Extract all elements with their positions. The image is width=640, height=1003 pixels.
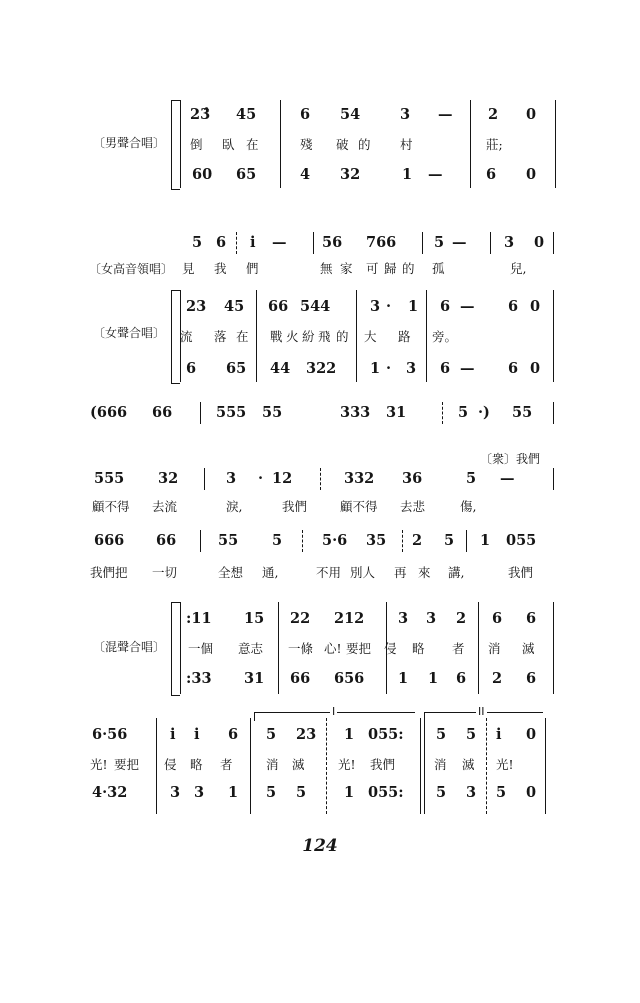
- system1-upper-notes: [0, 104, 640, 126]
- lyric: 消: [434, 757, 447, 772]
- note: ·): [478, 404, 490, 421]
- bar-line: [386, 602, 387, 694]
- note: 0: [534, 234, 545, 251]
- lyric: 全想: [218, 565, 244, 580]
- lyric: 心!: [324, 641, 342, 656]
- note: 66: [152, 404, 173, 421]
- note: 6: [508, 298, 519, 315]
- note: 5: [436, 726, 447, 743]
- note: 3: [226, 470, 237, 487]
- note: 1: [480, 532, 491, 549]
- note: —: [500, 470, 515, 487]
- note: 6: [526, 670, 537, 687]
- note: 6: [440, 298, 451, 315]
- note: 12: [272, 470, 293, 487]
- lyric: 意志: [238, 641, 264, 656]
- lyric: 流: [180, 329, 193, 344]
- note: 766: [366, 234, 397, 251]
- lyric: 的: [402, 261, 415, 276]
- note: 35: [366, 532, 387, 549]
- lyric: 在: [246, 137, 259, 152]
- note: 3: [504, 234, 515, 251]
- lyric: 飛: [318, 329, 331, 344]
- note: 0: [526, 726, 537, 743]
- note: 5: [496, 784, 507, 801]
- note: 1: [402, 166, 413, 183]
- bar-line: [490, 232, 491, 254]
- note: ·: [386, 298, 392, 315]
- lyric: 滅: [462, 757, 475, 772]
- lyric: 去流: [152, 499, 178, 514]
- note: 5: [272, 532, 283, 549]
- lyric: 滅: [292, 757, 305, 772]
- bar-line: [302, 530, 303, 552]
- note: 1: [398, 670, 409, 687]
- note: 656: [334, 670, 365, 687]
- note: 2: [412, 532, 423, 549]
- note: 3: [466, 784, 477, 801]
- lyric: 講,: [448, 565, 465, 580]
- note: 3: [406, 360, 417, 377]
- lyric: 我們: [282, 499, 308, 514]
- lyric: 在: [236, 329, 249, 344]
- note: 6: [228, 726, 239, 743]
- lyric: 無: [320, 261, 333, 276]
- note: 36: [402, 470, 423, 487]
- note: —: [272, 234, 287, 251]
- note: 6: [300, 106, 311, 123]
- lyric: 光!: [338, 757, 356, 772]
- note: 4: [300, 166, 311, 183]
- note: 3: [398, 610, 409, 627]
- lyric: 略: [190, 757, 203, 772]
- note: 2: [488, 106, 499, 123]
- note: 055:: [368, 784, 404, 801]
- note: (666: [90, 404, 128, 421]
- system3-notes: [0, 402, 640, 424]
- note: 1: [428, 670, 439, 687]
- system7-upper-notes: [0, 724, 640, 746]
- system5-notes: [0, 530, 640, 552]
- note: 666: [94, 532, 125, 549]
- note: 6: [186, 360, 197, 377]
- note: 5: [436, 784, 447, 801]
- system6-lyrics: [0, 638, 640, 660]
- note: 6: [486, 166, 497, 183]
- note: 0: [526, 166, 537, 183]
- lyric: 紛: [302, 329, 315, 344]
- bar-line: [424, 718, 425, 814]
- note: 6: [526, 610, 537, 627]
- system1-lyrics: [0, 134, 640, 156]
- note: 055: [506, 532, 537, 549]
- page-number: 124: [302, 836, 338, 856]
- note: 45: [236, 106, 257, 123]
- note: 5: [444, 532, 455, 549]
- lyric: 臥: [222, 137, 235, 152]
- lyric: 通,: [262, 565, 279, 580]
- volta-1-label: I: [332, 705, 336, 718]
- system7-lower-notes: [0, 782, 640, 804]
- male-chorus-label: 〔男聲合唱〕: [93, 136, 166, 150]
- note: 55: [262, 404, 283, 421]
- note: —: [438, 106, 453, 123]
- bar-line: [356, 290, 357, 382]
- note: 32: [158, 470, 179, 487]
- note: 0: [530, 298, 541, 315]
- system4-lyrics: [0, 496, 640, 518]
- note: 5: [192, 234, 203, 251]
- lyric: 莊;: [486, 137, 503, 152]
- female-chorus-label: 〔女聲合唱〕: [93, 326, 166, 340]
- lyric: 戰: [270, 329, 283, 344]
- lyric: 落: [214, 329, 227, 344]
- note: 555: [216, 404, 247, 421]
- note: 2: [456, 610, 467, 627]
- system6-lower-notes: [0, 668, 640, 690]
- note: 1: [344, 784, 355, 801]
- note: 55: [218, 532, 239, 549]
- note: 6: [216, 234, 227, 251]
- lyric: 滅: [522, 641, 535, 656]
- bar-line: [553, 602, 554, 694]
- bar-line: [200, 402, 201, 424]
- note: 54: [340, 106, 361, 123]
- lyric: 見: [182, 261, 195, 276]
- system2-solo-notes: [0, 232, 640, 254]
- lyric: 們: [246, 261, 259, 276]
- note: 5: [266, 726, 277, 743]
- bar-line: [204, 468, 205, 490]
- lyric: 的: [358, 137, 371, 152]
- lyric: 我們: [508, 565, 534, 580]
- lyric: 我們把: [90, 565, 128, 580]
- note: 56: [322, 234, 343, 251]
- lyric: 孤: [432, 261, 445, 276]
- note: i: [194, 726, 200, 743]
- lyric: 去悲: [400, 499, 426, 514]
- note: 15: [244, 610, 265, 627]
- note: 5: [458, 404, 469, 421]
- lyric: 略: [412, 641, 425, 656]
- note: 332: [344, 470, 375, 487]
- bar-line: [553, 290, 554, 382]
- note: i: [250, 234, 256, 251]
- bar-line: [426, 290, 427, 382]
- bar-line: [256, 290, 257, 382]
- note: 2: [492, 670, 503, 687]
- note: :11: [186, 610, 212, 627]
- bar-line: [553, 232, 554, 254]
- note: —: [460, 360, 475, 377]
- lyric: 一條: [288, 641, 314, 656]
- note: 0: [526, 106, 537, 123]
- note: 23: [296, 726, 317, 743]
- note: 1: [408, 298, 419, 315]
- lyric: 不用: [316, 565, 342, 580]
- lyric: 一個: [188, 641, 214, 656]
- lyric: 侵: [164, 757, 177, 772]
- note: 3: [370, 298, 381, 315]
- bar-line: [156, 718, 157, 814]
- bar-line: [470, 100, 471, 188]
- system2-lower-notes: [0, 358, 640, 380]
- system2-solo-lyrics: [0, 258, 640, 280]
- bar-line: [180, 290, 181, 382]
- note: 212: [334, 610, 365, 627]
- note: 6: [440, 360, 451, 377]
- volta-2-label: II: [478, 705, 485, 718]
- system5-lyrics: [0, 562, 640, 584]
- lyric: 淚,: [226, 499, 243, 514]
- note: 31: [386, 404, 407, 421]
- note: 322: [306, 360, 337, 377]
- bar-line: [442, 402, 443, 424]
- lyric: 再: [394, 565, 407, 580]
- lyric: 侵: [384, 641, 397, 656]
- note: 65: [226, 360, 247, 377]
- note: 44: [270, 360, 291, 377]
- note: 3: [170, 784, 181, 801]
- note: 0: [530, 360, 541, 377]
- note: i: [496, 726, 502, 743]
- note: 23: [186, 298, 207, 315]
- note: 6: [456, 670, 467, 687]
- lyric: 歸: [384, 261, 397, 276]
- bar-line: [555, 100, 556, 188]
- lyric: 倒: [190, 137, 203, 152]
- lyric: 要把: [114, 757, 140, 772]
- bar-line: [553, 402, 554, 424]
- bar-line: [180, 100, 181, 188]
- lyric: 路: [398, 329, 411, 344]
- system7-lyrics: [0, 754, 640, 776]
- note: 3: [194, 784, 205, 801]
- note: 5: [296, 784, 307, 801]
- note: 055:: [368, 726, 404, 743]
- note: 555: [94, 470, 125, 487]
- note: ·: [258, 470, 264, 487]
- note: 6: [508, 360, 519, 377]
- bar-line: [200, 530, 201, 552]
- lyric: 要把: [346, 641, 372, 656]
- lyric: 破: [336, 137, 349, 152]
- system2-lyrics: [0, 326, 640, 348]
- note: 60: [192, 166, 213, 183]
- lyric: 的: [336, 329, 349, 344]
- bar-line: [313, 232, 314, 254]
- lyric: 光!: [496, 757, 514, 772]
- lyric: 殘: [300, 137, 313, 152]
- note: ·: [386, 360, 392, 377]
- bar-line: [466, 530, 467, 552]
- mixed-chorus-label: 〔混聲合唱〕: [93, 640, 166, 654]
- system2-upper-notes: [0, 296, 640, 318]
- note: —: [428, 166, 443, 183]
- system6-upper-notes: [0, 608, 640, 630]
- note: 5: [266, 784, 277, 801]
- note: 23̂: [190, 106, 211, 123]
- system1-lower-notes: [0, 164, 640, 186]
- lyric: 大: [364, 329, 377, 344]
- lyric: 兒,: [510, 261, 527, 276]
- lyric: 旁。: [432, 329, 458, 344]
- note: 31: [244, 670, 265, 687]
- note: 4·32: [92, 784, 128, 801]
- note: 5: [466, 726, 477, 743]
- lyric: 光!: [90, 757, 108, 772]
- bar-line: [402, 530, 403, 552]
- note: i: [170, 726, 176, 743]
- tutti-label: 〔衆〕我們: [480, 452, 541, 466]
- bar-line: [320, 468, 321, 490]
- lyric: 可: [366, 261, 379, 276]
- female-solo-label: 〔女高音領唱〕: [89, 262, 174, 276]
- note: 6: [492, 610, 503, 627]
- note: 66: [268, 298, 289, 315]
- bar-line: [250, 718, 251, 814]
- note: 6·56: [92, 726, 128, 743]
- lyric: 傷,: [460, 499, 477, 514]
- note: 66: [290, 670, 311, 687]
- note: 32: [340, 166, 361, 183]
- lyric: 消: [488, 641, 501, 656]
- lyric: 家: [340, 261, 353, 276]
- note: 1: [344, 726, 355, 743]
- lyric: 我們: [370, 757, 396, 772]
- lyric: 一切: [152, 565, 178, 580]
- note: 22: [290, 610, 311, 627]
- note: —: [460, 298, 475, 315]
- note: 45: [224, 298, 245, 315]
- lyric: 別人: [350, 565, 376, 580]
- note: 65: [236, 166, 257, 183]
- bar-line: [278, 602, 279, 694]
- note: —: [452, 234, 467, 251]
- bar-line: [420, 718, 421, 814]
- bar-line: [180, 602, 181, 694]
- note: 1: [228, 784, 239, 801]
- bar-line: [486, 718, 487, 814]
- lyric: 顧不得: [92, 499, 130, 514]
- lyric: 消: [266, 757, 279, 772]
- bar-line: [545, 718, 546, 814]
- note: 5: [466, 470, 477, 487]
- note: 1: [370, 360, 381, 377]
- lyric: 村: [400, 137, 413, 152]
- note: 0: [526, 784, 537, 801]
- note: 66: [156, 532, 177, 549]
- note: :33: [186, 670, 212, 687]
- bar-line: [422, 232, 423, 254]
- note: 3: [400, 106, 411, 123]
- note: 333: [340, 404, 371, 421]
- bar-line: [478, 602, 479, 694]
- lyric: 者: [452, 641, 465, 656]
- lyric: 者: [220, 757, 233, 772]
- bar-line: [236, 232, 237, 254]
- note: 544: [300, 298, 331, 315]
- lyric: 來: [418, 565, 431, 580]
- bar-line: [553, 468, 554, 490]
- bar-line: [280, 100, 281, 188]
- note: 3: [426, 610, 437, 627]
- lyric: 火: [286, 329, 299, 344]
- note: 5·6: [322, 532, 348, 549]
- lyric: 我: [214, 261, 227, 276]
- bar-line: [326, 718, 327, 814]
- note: 5: [434, 234, 445, 251]
- note: 55: [512, 404, 533, 421]
- lyric: 顧不得: [340, 499, 378, 514]
